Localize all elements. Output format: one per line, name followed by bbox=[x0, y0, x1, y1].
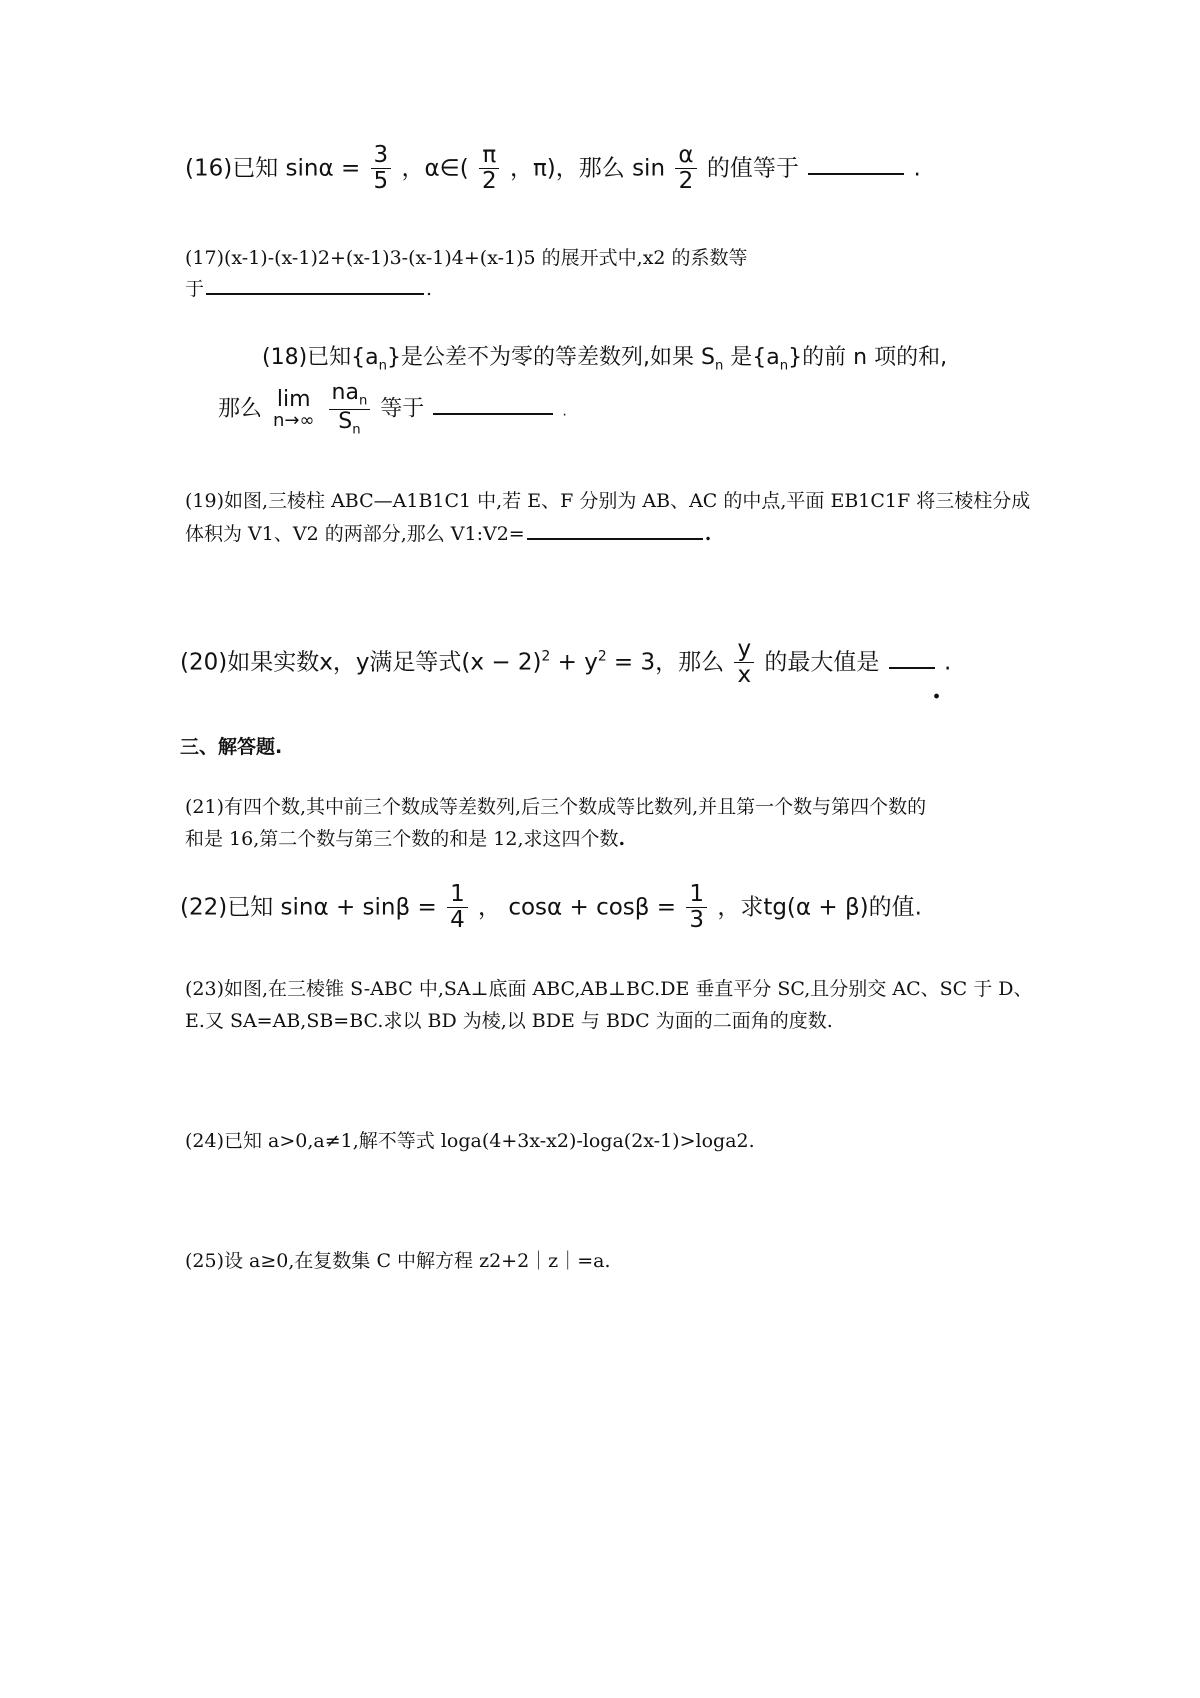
q20-extra-dot: . bbox=[932, 675, 942, 705]
q16-fraction-1 bbox=[371, 143, 392, 195]
question-16 bbox=[185, 143, 921, 195]
q16-lhs: sinα = bbox=[285, 155, 361, 182]
q18-end: . bbox=[562, 403, 567, 420]
q20-answer-blank bbox=[889, 666, 935, 669]
q18-subscript: n bbox=[352, 422, 361, 438]
q16-f2-denominator: 2 bbox=[481, 168, 497, 195]
question-21-line-2 bbox=[185, 827, 625, 851]
q20-superscript: 2 bbox=[541, 648, 551, 665]
q22-f2-numerator: 1 bbox=[686, 882, 707, 908]
q16-f3-denominator: 2 bbox=[678, 168, 694, 195]
question-21-line-1: (21)有四个数,其中前三个数成等差数列,后三个数成等比数列,并且第一个数与第四个数的 bbox=[185, 796, 927, 818]
q18-text-b: }是公差不为零的等差数列,如果 S bbox=[387, 345, 715, 370]
q16-f2-numerator: π bbox=[479, 143, 499, 169]
q17-answer-blank bbox=[206, 292, 424, 295]
question-23-line-1: (23)如图,在三棱锥 S-ABC 中,SA⊥底面 ABC,AB⊥BC.DE 垂直平分 SC,且分别交 AC、SC 于 D、 bbox=[185, 978, 1033, 1000]
q22-tail: ，求tg(α + β)的值. bbox=[717, 894, 922, 921]
q20-superscript: 2 bbox=[597, 648, 607, 665]
q18-lim-under: n→∞ bbox=[273, 409, 315, 431]
question-18-line-2 bbox=[218, 381, 567, 438]
q19-answer-blank bbox=[527, 537, 703, 540]
question-17-line-2 bbox=[185, 277, 432, 301]
q18-limit bbox=[273, 388, 314, 430]
q16-f1-denominator: 5 bbox=[373, 168, 389, 195]
q22-f1-denominator: 4 bbox=[450, 907, 465, 934]
question-17-line-1: (17)(x-1)-(x-1)2+(x-1)3-(x-1)4+(x-1)5 的展开式中,x2 的系数等 bbox=[185, 247, 748, 269]
q16-answer-blank bbox=[808, 172, 904, 175]
q21-end: . bbox=[618, 828, 626, 850]
q22-prefix: (22)已知 sinα + sinβ = bbox=[180, 894, 437, 921]
q20-denominator: x bbox=[737, 662, 752, 689]
q22-f2-denominator: 3 bbox=[689, 907, 704, 934]
q17-line2-prefix: 于 bbox=[185, 278, 205, 300]
q16-tail: 的值等于 bbox=[706, 155, 799, 182]
q16-fraction-3 bbox=[675, 143, 696, 195]
q16-prefix: (16)已知 bbox=[185, 155, 279, 182]
q18-text-a: (18)已知{a bbox=[262, 345, 379, 370]
q22-fraction-1 bbox=[447, 882, 468, 934]
q18-subscript: n bbox=[358, 393, 368, 409]
q18-fraction bbox=[329, 381, 371, 438]
question-23-line-2: E.又 SA=AB,SB=BC.求以 BD 为棱,以 BDE 与 BDC 为面的二面角的度数. bbox=[185, 1010, 833, 1032]
q16-fraction-2 bbox=[479, 143, 500, 195]
q18-numerator bbox=[329, 381, 371, 410]
q18-tail: 等于 bbox=[380, 396, 425, 422]
q20-mid: + y bbox=[550, 649, 598, 676]
q18-lim-word: lim bbox=[276, 387, 311, 413]
q16-f1-numerator: 3 bbox=[371, 143, 392, 169]
section-title: 三、解答题. bbox=[180, 736, 283, 758]
q16-sin: sin bbox=[632, 155, 666, 182]
q20-tail: 的最大值是 bbox=[764, 649, 880, 676]
question-19-line-2 bbox=[185, 522, 711, 546]
question-20 bbox=[180, 637, 951, 689]
q18-subscript: n bbox=[378, 358, 387, 374]
q18-subscript: n bbox=[714, 358, 724, 374]
question-22 bbox=[180, 882, 922, 934]
q22-f1-numerator: 1 bbox=[447, 882, 468, 908]
q18-subscript: n bbox=[779, 358, 789, 374]
q16-mid1: ，α∈( bbox=[401, 155, 469, 182]
question-18-line-1 bbox=[262, 343, 947, 381]
q20-prefix: (20)如果实数x，y满足等式(x − 2) bbox=[180, 649, 542, 676]
q16-mid2: ，π)，那么 bbox=[509, 155, 625, 182]
q16-end: . bbox=[913, 155, 921, 182]
q19-end: . bbox=[704, 523, 712, 545]
q18-text-c: 是{a bbox=[723, 345, 780, 370]
q18-l2-prefix: 那么 bbox=[218, 396, 263, 422]
q18-text-d: }的前 n 项的和, bbox=[788, 345, 948, 370]
q18-den-text: S bbox=[338, 408, 353, 434]
q21-line2-text: 和是 16,第二个数与第三个数的和是 12,求这四个数 bbox=[185, 828, 619, 850]
question-24: (24)已知 a>0,a≠1,解不等式 loga(4+3x-x2)-loga(2x-1)>loga2. bbox=[185, 1130, 755, 1152]
q20-end: . bbox=[944, 649, 952, 676]
q20-fraction bbox=[734, 637, 754, 689]
q18-denominator bbox=[335, 410, 363, 438]
q20-eq: = 3，那么 bbox=[606, 649, 725, 676]
q22-fraction-2 bbox=[686, 882, 707, 934]
q18-answer-blank bbox=[433, 412, 553, 415]
q18-num-text: na bbox=[331, 380, 359, 405]
q16-f3-numerator: α bbox=[675, 143, 696, 169]
q22-mid: ， cosα + cosβ = bbox=[478, 894, 677, 921]
question-25: (25)设 a≥0,在复数集 C 中解方程 z2+2｜z｜=a. bbox=[185, 1250, 611, 1272]
q20-numerator: y bbox=[734, 637, 754, 663]
q19-line2-text: 体积为 V1、V2 的两部分,那么 V1:V2= bbox=[185, 523, 525, 545]
q17-end: . bbox=[426, 278, 433, 300]
question-19-line-1: (19)如图,三棱柱 ABC—A1B1C1 中,若 E、F 分别为 AB、AC 的中点,平面 EB1C1F 将三棱柱分成 bbox=[185, 490, 1031, 512]
